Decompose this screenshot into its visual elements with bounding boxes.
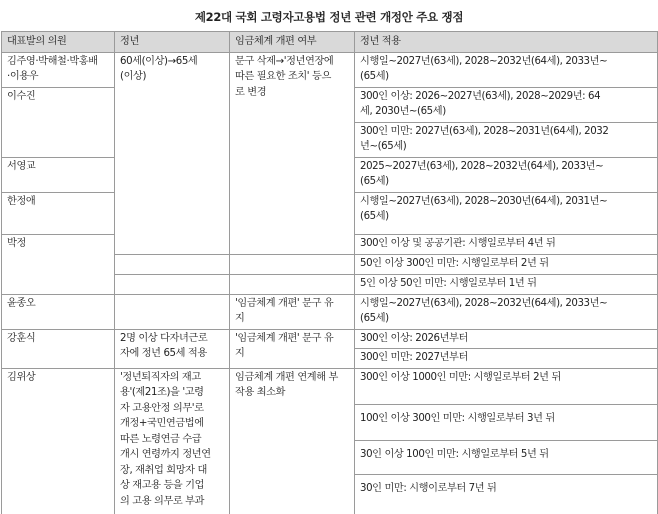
empty-cell [115,254,230,274]
retirement-age-cell: '정년퇴직자의 재고 용'(제21조)을 '고령 자 고용안정 의무'로 개정+국민연금법에 따른 노령연금 수급 개시 연령까지 정년연 장, 재취업 희망자 대 상 재고용 등을 기업 의 고용 의무로 부과 [115,368,230,514]
application-cell: 300인 이상 1000인 미만: 시행일로부터 2년 뒤 [355,368,658,404]
application-cell: 300인 미만: 2027년(63세), 2028~2031년(64세), 2032 년~(65세) [355,122,658,157]
application-cell: 시행일~2027년(63세), 2028~2032년(64세), 2033년~ (65세) [355,294,658,329]
header-application: 정년 적용 [355,32,658,53]
header-wage-reform: 임금체계 개편 여부 [230,32,355,53]
application-cell: 30인 이상 100인 미만: 시행일로부터 5년 뒤 [355,440,658,474]
wage-reform-cell: 문구 삭제→'정년연장에 따른 필요한 조치' 등으 로 변경 [230,52,355,254]
policy-table [1,31,658,514]
application-cell: 100인 이상 300인 미만: 시행일로부터 3년 뒤 [355,404,658,440]
table-row [2,52,658,87]
empty-cell [115,274,230,294]
application-cell: 5인 이상 50인 미만: 시행일로부터 1년 뒤 [355,274,658,294]
retirement-age-cell: 2명 이상 다자녀근로 자에 정년 65세 적용 [115,329,230,368]
lawmaker-cell: 윤종오 [2,294,115,329]
application-cell: 300인 이상: 2026년부터 [355,329,658,349]
table-row [2,294,658,329]
header-lawmaker: 대표발의 의원 [2,32,115,53]
lawmaker-cell: 박정 [2,234,115,294]
lawmaker-cell: 강훈식 [2,329,115,368]
wage-reform-cell: 임금체계 개편 연계해 부 작용 최소화 [230,368,355,514]
application-cell: 30인 미만: 시행이로부터 7년 뒤 [355,474,658,514]
application-cell: 300인 미만: 2027년부터 [355,349,658,369]
table-row [2,368,658,404]
application-cell: 300인 이상: 2026~2027년(63세), 2028~2029년: 64 세, 2030년~(65세) [355,87,658,122]
lawmaker-cell: 한정애 [2,192,115,234]
application-cell: 시행일~2027년(63세), 2028~2032년(64세), 2033년~ (65세) [355,52,658,87]
header-row [2,32,658,53]
table-row [2,329,658,349]
application-cell: 300인 이상 및 공공기관: 시행일로부터 4년 뒤 [355,234,658,254]
lawmaker-cell: 이수진 [2,87,115,157]
empty-cell [230,254,355,274]
page-title: 제22대 국회 고령자고용법 정년 관련 개정안 주요 쟁점 [194,10,464,24]
application-cell: 50인 이상 300인 미만: 시행일로부터 2년 뒤 [355,254,658,274]
empty-cell [115,294,230,329]
wage-reform-cell: '임금체계 개편' 문구 유 지 [230,329,355,368]
retirement-age-cell: 60세(이상)→65세 (이상) [115,52,230,254]
header-retirement-age: 정년 [115,32,230,53]
lawmaker-cell: 김주영·박해철·박홍배 ·이용우 [2,52,115,87]
empty-cell [230,274,355,294]
wage-reform-cell: '임금체계 개편' 문구 유 지 [230,294,355,329]
lawmaker-cell: 서영교 [2,157,115,192]
application-cell: 시행일~2027년(63세), 2028~2030년(64세), 2031년~ (65세) [355,192,658,234]
application-cell: 2025~2027년(63세), 2028~2032년(64세), 2033년~ (65세) [355,157,658,192]
lawmaker-cell: 김위상 [2,368,115,514]
